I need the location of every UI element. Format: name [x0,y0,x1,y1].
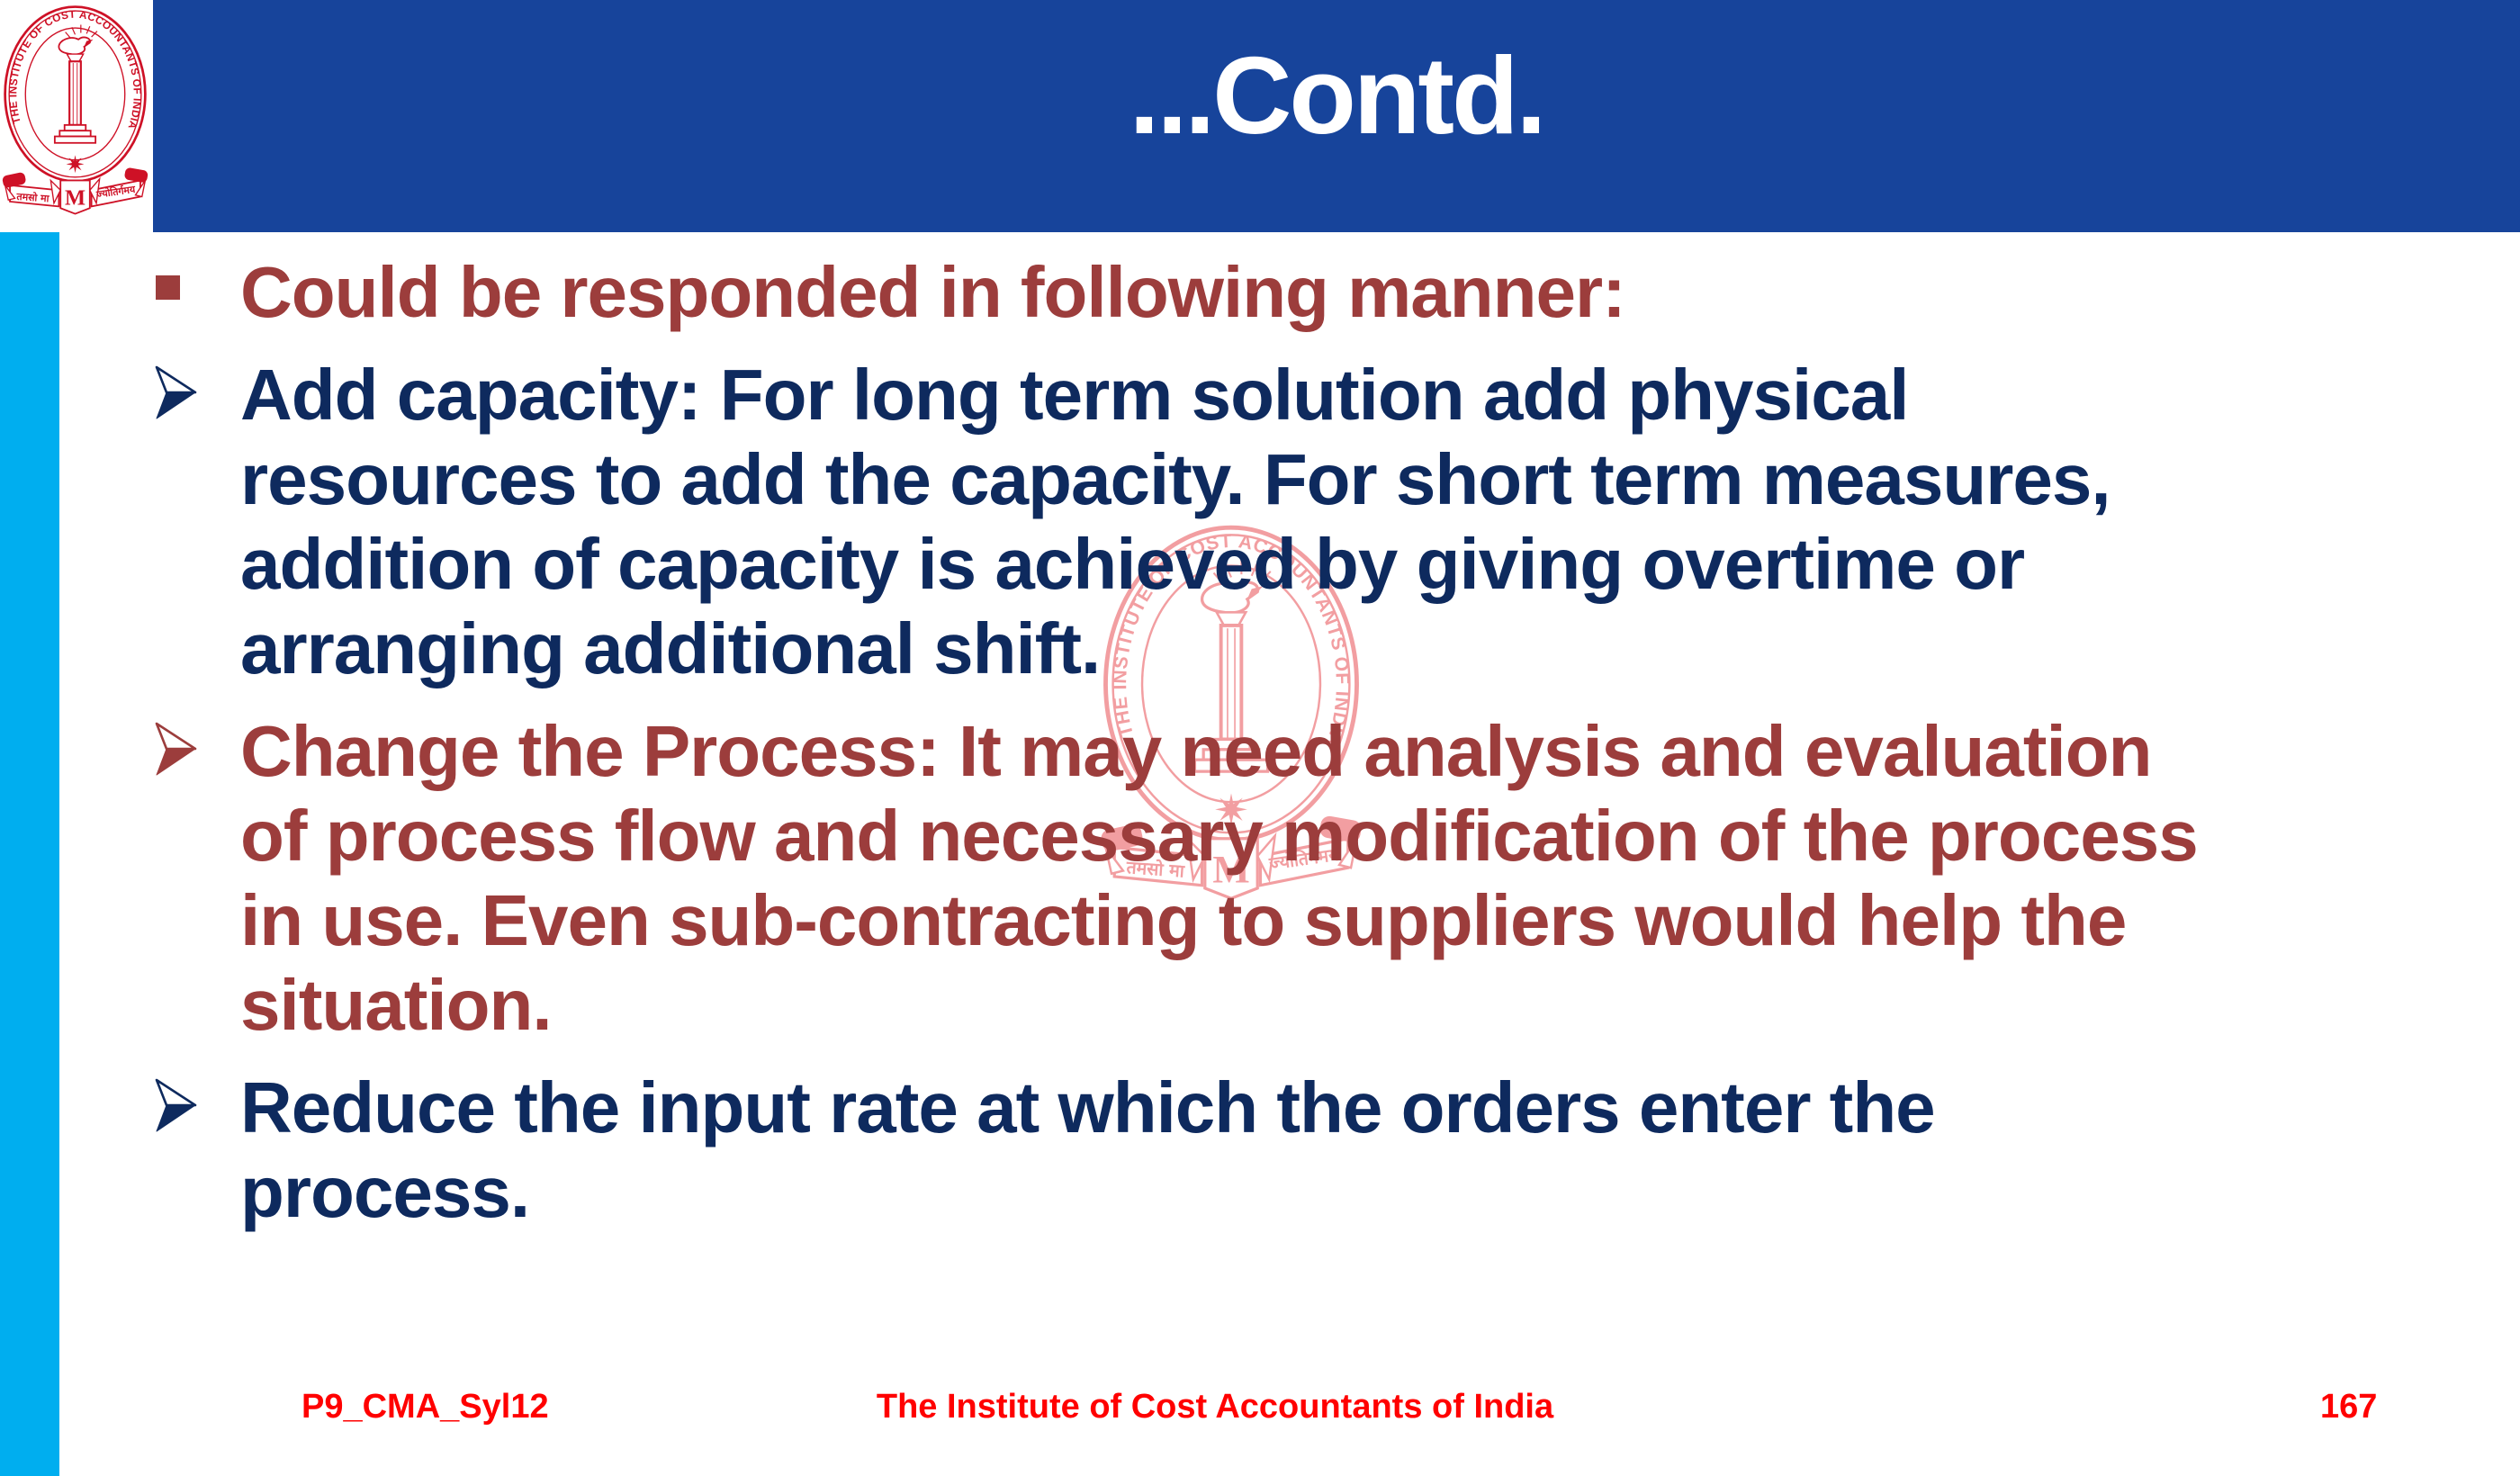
bullet-item [154,250,2494,335]
header-band [153,0,2520,232]
arrow-bullet-icon [154,364,201,422]
institute-seal-icon [2,0,148,230]
text-line: addition of capacity is achieved by giving overtime or [240,524,2025,604]
side-stripe [0,232,59,1476]
text-line: Change the Process: It may need analysis and evaluation [240,711,2152,791]
text-line: Add capacity: For long term solution add physical [240,355,1909,435]
text-line: Could be responded in following manner: [240,252,1625,332]
text-line: Reduce the input rate at which the orders enter the [240,1067,1935,1148]
bullet-item [154,1066,2494,1235]
bullet-item [154,353,2494,691]
footer-institute-name: The Institute of Cost Accountants of India [876,1388,1554,1426]
text-line: process. [240,1152,530,1232]
arrow-bullet-icon [154,721,201,778]
institute-logo [0,0,149,232]
text-line: situation. [240,965,552,1045]
text-line: in use. Even sub-contracting to suppliers would help the [240,880,2127,960]
text-line: arranging additional shift. [240,608,1101,688]
text-line: resources to add the capacity. For short term measures, [240,439,2110,519]
page-title: ...Contd. [1129,34,1544,157]
footer-page-number: 167 [2320,1388,2378,1426]
bullet-item [154,709,2494,1048]
square-bullet-icon [156,275,180,300]
arrow-bullet-icon [154,1077,201,1135]
footer-course-code: P9_CMA_Syl12 [302,1388,549,1426]
slide-body [154,250,2494,1253]
text-line: of process flow and necessary modification of the process [240,796,2198,876]
